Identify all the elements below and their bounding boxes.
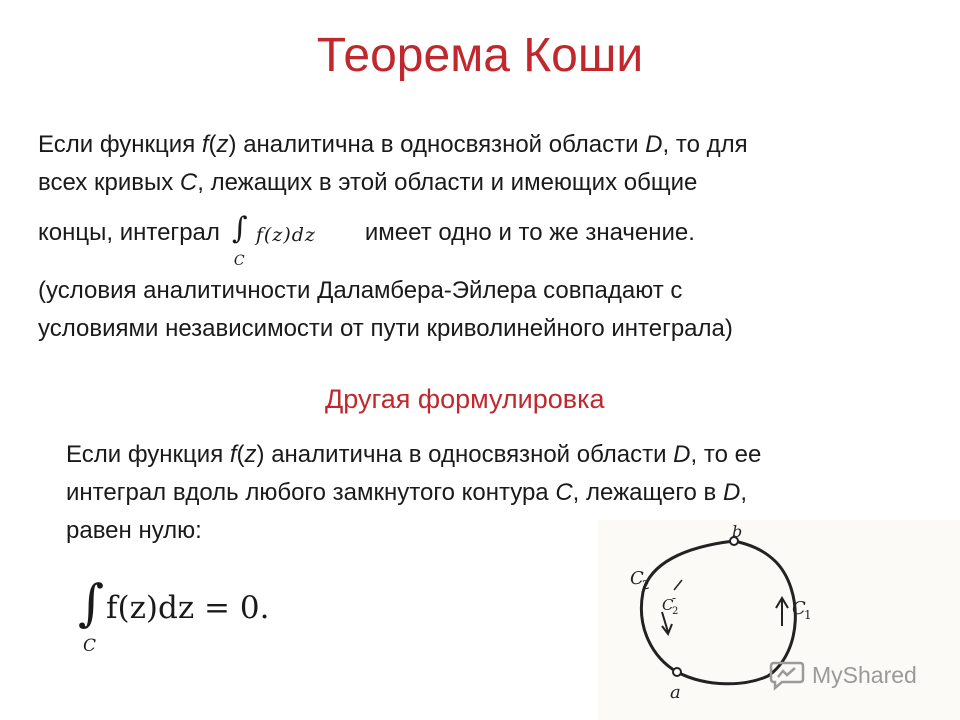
theorem-line-3: концы, интеграл ∫ f(z)dz C имеет одно и то же значение. — [38, 211, 695, 269]
alt-formulation-heading: Другая формулировка — [325, 384, 605, 414]
watermark-text: MyShared — [812, 661, 917, 688]
alt-line-2: интеграл вдоль любого замкнутого контура C, лежащего в D, — [66, 479, 747, 506]
alt-line-1: Если функция f(z) аналитична в односвязной области D, то ее — [66, 441, 762, 468]
c2-tick — [674, 580, 682, 590]
label-c2-inner: C — [662, 596, 674, 614]
label-c2-inner-sup: - — [672, 591, 677, 605]
label-c2-inner-sub: 2 — [672, 606, 679, 617]
theorem-line-2: всех кривых C, лежащих в этой области и имеющих общие — [38, 169, 698, 196]
integral-sign: ∫ — [78, 574, 105, 632]
label-c2: C — [630, 568, 644, 589]
myshared-logo-icon — [768, 659, 806, 691]
contour-integral-formula: ∫ f(z)dz = 0. C — [78, 574, 270, 656]
c2-direction-arrow — [662, 612, 672, 634]
label-c2-sub: 2 — [642, 578, 650, 592]
watermark — [768, 656, 917, 694]
label-c1-sub: 1 — [804, 608, 812, 622]
inline-integral: ∫ f(z)dz C — [231, 211, 316, 269]
theorem-line-1: Если функция f(z) аналитична в односвязной области D, то для — [38, 131, 748, 158]
integral-sign: ∫ — [231, 211, 248, 246]
alt-line-3: равен нулю: — [66, 517, 202, 544]
label-a: a — [670, 682, 681, 703]
label-b: b — [732, 522, 743, 541]
contour-c2 — [641, 541, 734, 672]
c1-direction-arrow — [776, 598, 788, 626]
analyticity-note: (условия аналитичности Даламбера-Эйлера совпадают с условиями независимости от пути криволинейного интеграла) — [38, 277, 733, 342]
slide-title: Теорема Коши — [316, 29, 644, 82]
theorem-statement — [38, 126, 748, 269]
point-a-marker — [673, 668, 681, 676]
label-c1: C — [792, 598, 806, 619]
